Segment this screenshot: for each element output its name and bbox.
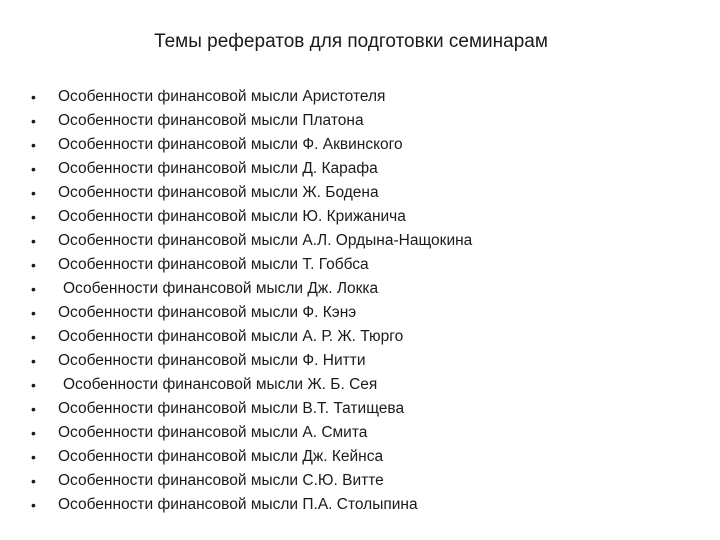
bullet: • [31,257,36,273]
topic-item [31,133,472,157]
bullet: • [31,401,36,417]
topic-text: Особенности финансовой мысли Дж. Кейнса [58,448,384,465]
bullet: • [31,305,36,321]
topic-item [31,85,472,109]
topic-text: Особенности финансовой мысли С.Ю. Витте [58,472,384,489]
bullet: • [31,473,36,489]
bullet: • [31,137,36,153]
bullet: • [31,209,36,225]
bullet: • [31,281,36,297]
topic-text: Особенности финансовой мысли Д. Карафа [58,160,378,177]
topic-item [31,229,472,253]
topic-list [31,85,472,517]
slide-title-text: Темы рефератов для подготовки семинарам [154,31,548,52]
bullet: • [31,89,36,105]
topic-item [31,277,472,301]
bullet: • [31,185,36,201]
topic-item [31,205,472,229]
topic-text: Особенности финансовой мысли А. Смита [58,424,368,441]
bullet: • [31,377,36,393]
topic-text: Особенности финансовой мысли Платона [58,112,364,129]
topic-text: Особенности финансовой мысли А. Р. Ж. Тюрго [58,328,404,345]
topic-item [31,109,472,133]
topic-item [31,253,472,277]
topic-item [31,445,472,469]
topic-item [31,325,472,349]
bullet: • [31,161,36,177]
topic-item [31,397,472,421]
bullet: • [31,497,36,513]
topic-text: Особенности финансовой мысли В.Т. Татищева [58,400,405,417]
topic-text: Особенности финансовой мысли Ж. Бодена [58,184,379,201]
topic-text: Особенности финансовой мысли Дж. Локка [63,280,379,297]
topic-text: Особенности финансовой мысли А.Л. Ордына-Нащокина [58,232,473,249]
topic-item [31,301,472,325]
bullet: • [31,329,36,345]
topic-item [31,469,472,493]
topic-text: Особенности финансовой мысли Ф. Нитти [58,352,366,369]
topic-text: Особенности финансовой мысли Ю. Крижанича [58,208,406,225]
topic-item [31,181,472,205]
bullet: • [31,425,36,441]
topic-item [31,157,472,181]
topic-item [31,349,472,373]
bullet: • [31,449,36,465]
bullet: • [31,113,36,129]
topic-text: Особенности финансовой мысли Ф. Аквинского [58,136,403,153]
topic-item [31,493,472,517]
topic-text: Особенности финансовой мысли Ж. Б. Сея [63,376,378,393]
slide-title [0,28,720,56]
topic-item [31,373,472,397]
topic-item [31,421,472,445]
bullet: • [31,353,36,369]
topic-text: Особенности финансовой мысли Ф. Кэнэ [58,304,357,321]
bullet: • [31,233,36,249]
topic-text: Особенности финансовой мысли П.А. Столыпина [58,496,418,513]
topic-text: Особенности финансовой мысли Аристотеля [58,88,386,105]
topic-text: Особенности финансовой мысли Т. Гоббса [58,256,369,273]
